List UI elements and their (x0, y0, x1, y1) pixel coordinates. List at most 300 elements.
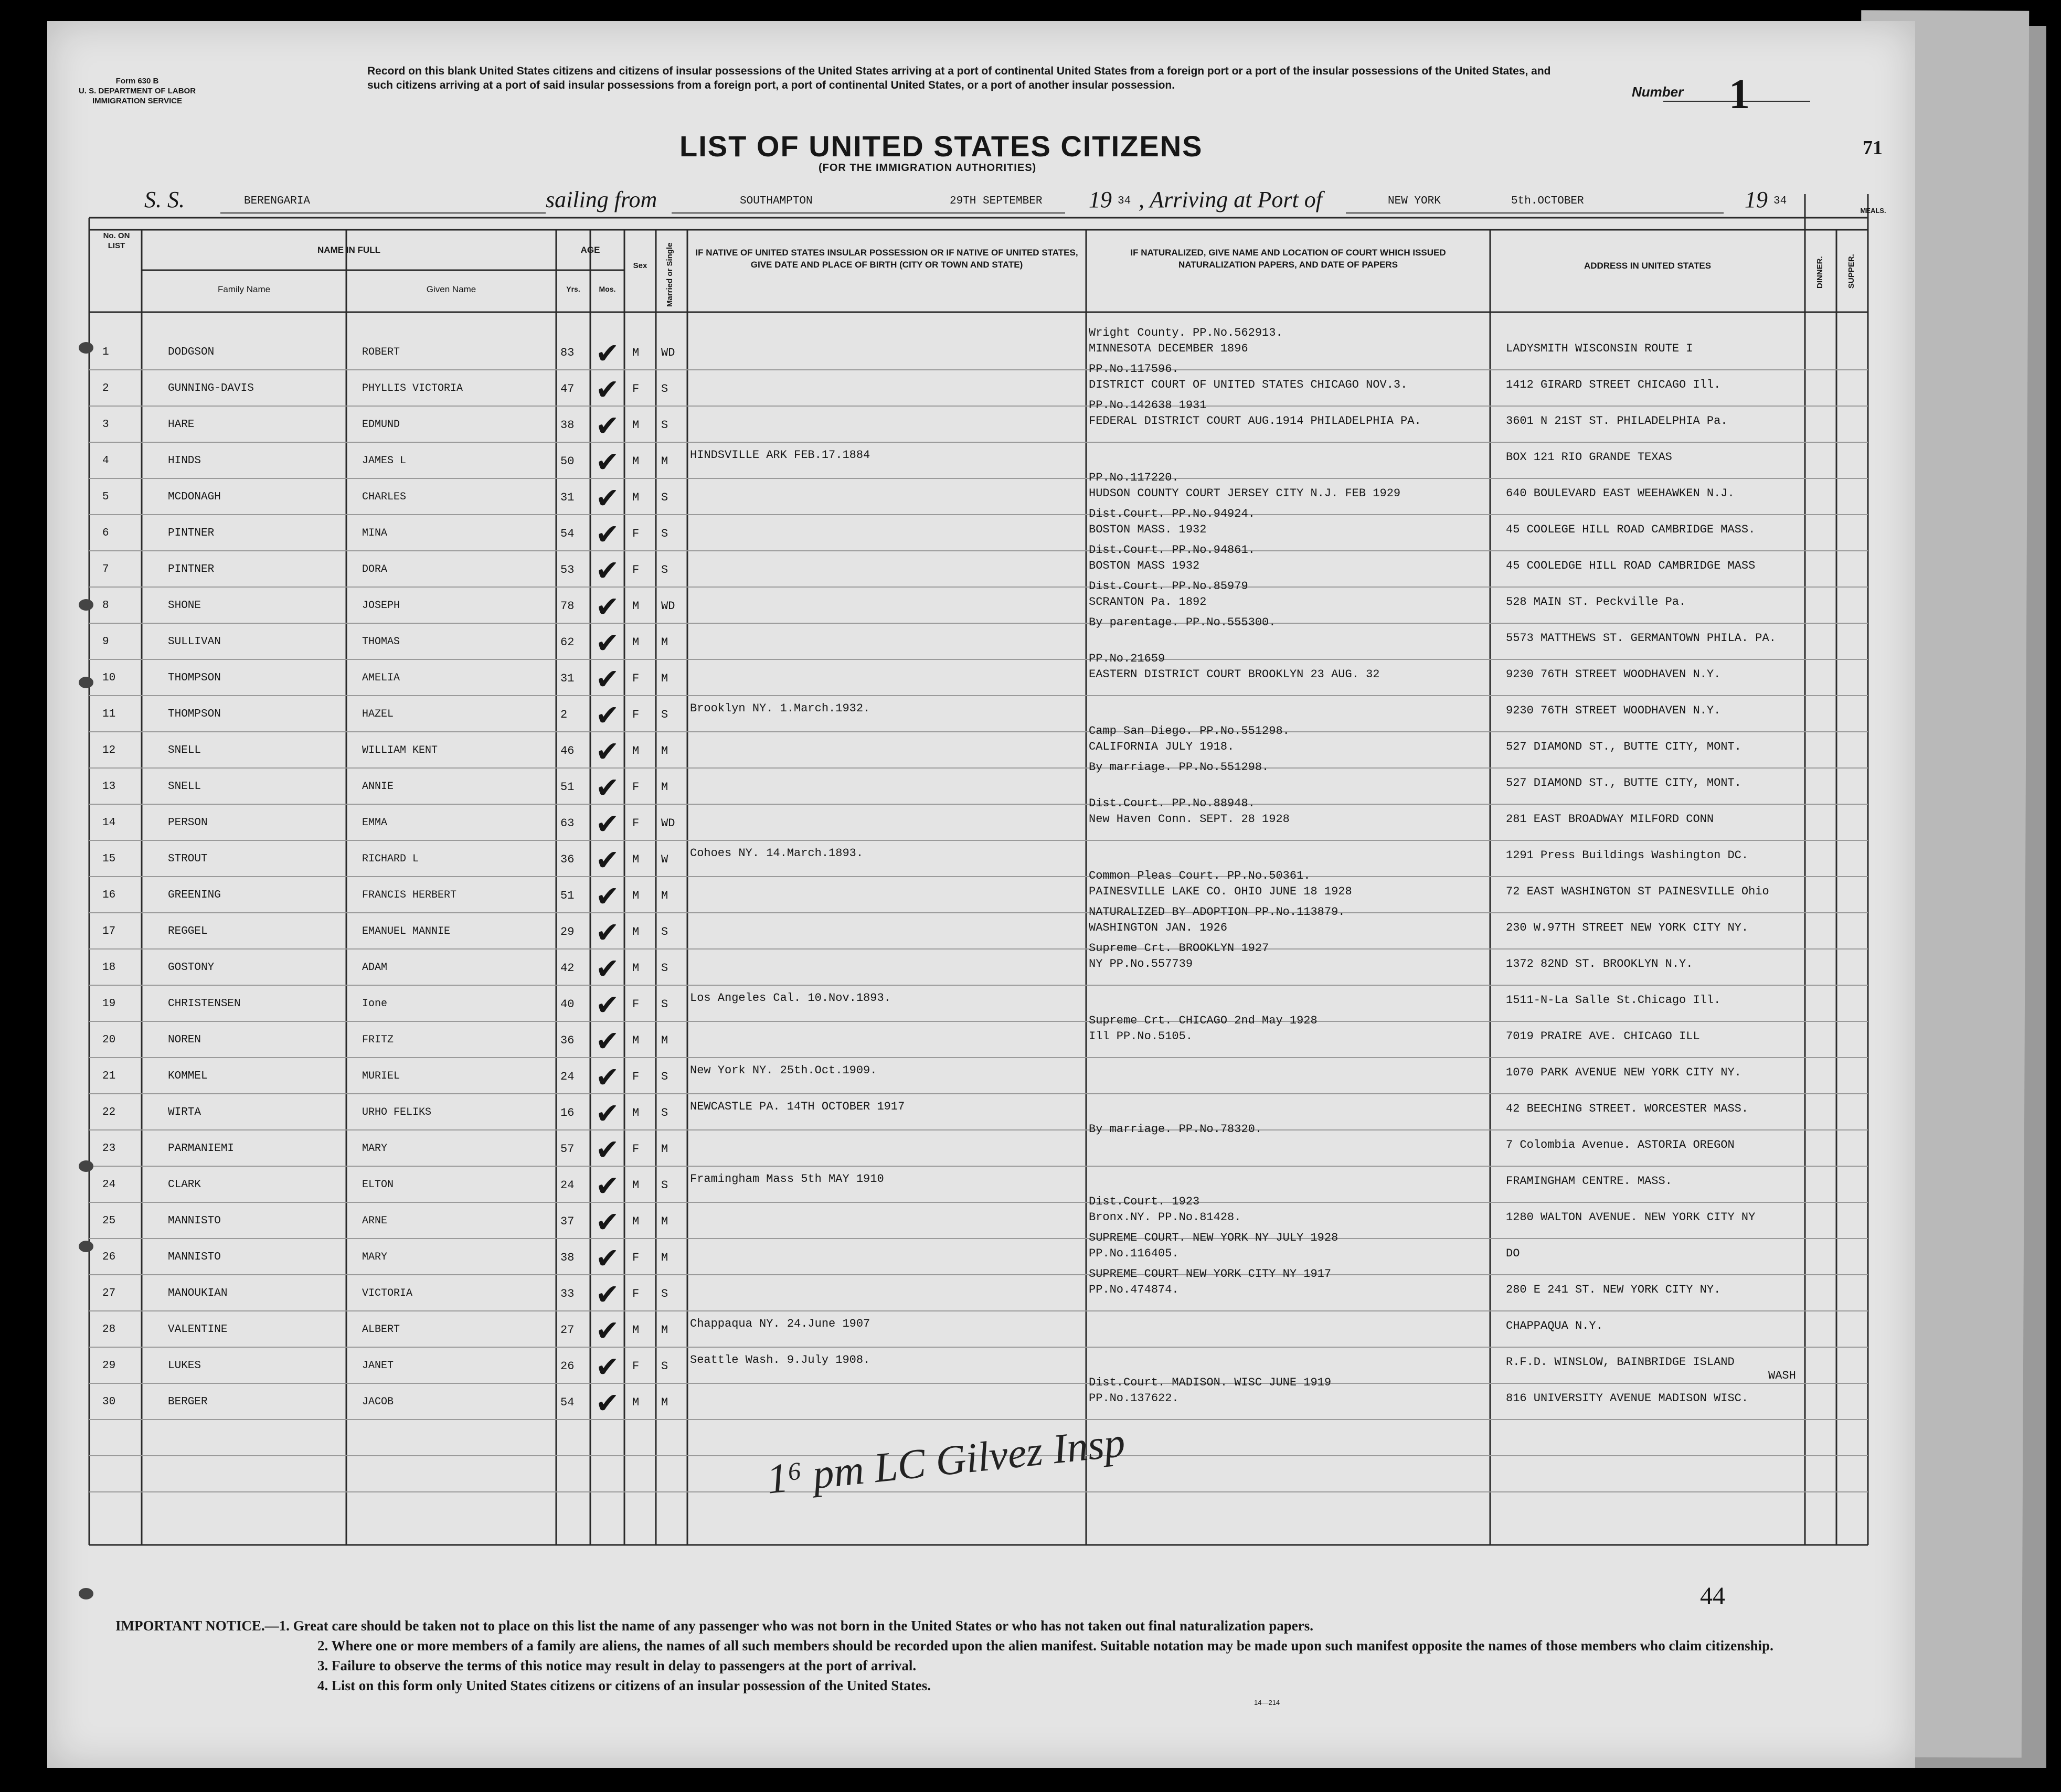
given-name: JAMES L (362, 455, 407, 467)
notice-item-3: 3. Failure to observe the terms of this notice may result in delay to passengers at the port of arrival. (317, 1658, 917, 1673)
birth-info: Framingham Mass 5th MAY 1910 (690, 1172, 884, 1186)
row-number: 10 (102, 672, 116, 684)
given-name: MARY (362, 1251, 388, 1263)
age-years: 27 (560, 1324, 575, 1337)
check-mark: ✔ (596, 554, 620, 587)
naturalization-line-1: SUPREME COURT. NEW YORK NY JULY 1928 (1089, 1231, 1338, 1244)
family-name: DODGSON (168, 346, 215, 358)
ship-name: BERENGARIA (244, 195, 311, 207)
row-number: 1 (102, 346, 109, 358)
age-years: 42 (560, 962, 575, 975)
given-name: ARNE (362, 1215, 388, 1227)
sex: M (632, 1179, 640, 1192)
notice-item-2: 2. Where one or more members of a family are aliens, the names of all such members should be recorded upon the alien manifest. Suitable notation may be made upon such manifest opposite the names of those members who claim citizenship. (317, 1638, 1773, 1654)
age-years: 33 (560, 1287, 575, 1300)
check-mark: ✔ (596, 663, 620, 696)
sex: M (632, 1106, 640, 1119)
age-years: 2 (560, 708, 568, 721)
marital-status: S (661, 1360, 668, 1373)
birth-info: NEWCASTLE PA. 14TH OCTOBER 1917 (690, 1100, 905, 1113)
check-mark: ✔ (596, 626, 620, 659)
naturalization-line-2: MINNESOTA DECEMBER 1896 (1089, 342, 1248, 355)
check-mark: ✔ (596, 880, 620, 913)
check-mark: ✔ (596, 1386, 620, 1420)
naturalization-line-1: Supreme Crt. CHICAGO 2nd May 1928 (1089, 1014, 1318, 1027)
naturalization-line-2: Bronx.NY. PP.No.81428. (1089, 1211, 1241, 1224)
age-years: 47 (560, 382, 575, 396)
address: 45 COOLEGE HILL ROAD CAMBRIDGE MASS. (1506, 523, 1756, 536)
punch-hole (79, 1160, 93, 1172)
header-no-on-list: No. ON LIST (103, 231, 130, 250)
family-name: REGGEL (168, 925, 208, 937)
naturalization-line-2: NY PP.No.557739 (1089, 957, 1193, 970)
row-number: 28 (102, 1324, 116, 1336)
naturalization-line-1: Supreme Crt. BROOKLYN 1927 (1089, 942, 1269, 955)
punch-hole (79, 1588, 93, 1599)
marital-status: S (661, 491, 668, 504)
age-years: 40 (560, 998, 575, 1011)
family-name: PINTNER (168, 527, 215, 539)
age-years: 62 (560, 636, 575, 649)
age-years: 50 (560, 455, 575, 468)
address: 5573 MATTHEWS ST. GERMANTOWN PHILA. PA. (1506, 632, 1776, 645)
marital-status: M (661, 1324, 668, 1337)
number-label: Number (1632, 84, 1684, 100)
age-years: 37 (560, 1215, 575, 1228)
naturalization-line-2: BOSTON MASS. 1932 (1089, 523, 1207, 536)
address: 9230 76TH STREET WOODHAVEN N.Y. (1506, 704, 1721, 717)
sex: M (632, 1396, 640, 1409)
family-name: GOSTONY (168, 962, 215, 974)
header-family-name: Family Name (217, 284, 271, 294)
inspector-signature: 1⁶ pm LC Gilvez Insp (764, 1419, 1128, 1503)
year-suffix-2: 34 (1773, 195, 1787, 207)
marital-status: M (661, 1251, 668, 1264)
check-mark: ✔ (596, 409, 620, 442)
address: BOX 121 RIO GRANDE TEXAS (1506, 451, 1672, 464)
row-number: 4 (102, 455, 109, 467)
check-mark: ✔ (596, 337, 620, 370)
naturalization-line-1: Wright County. PP.No.562913. (1089, 326, 1283, 339)
page-title: LIST OF UNITED STATES CITIZENS (679, 130, 1203, 163)
row-number: 12 (102, 744, 116, 756)
family-name: SHONE (168, 600, 201, 612)
sex: M (632, 346, 640, 359)
given-name: ALBERT (362, 1324, 400, 1336)
sex: M (632, 1324, 640, 1337)
sex: M (632, 1215, 640, 1228)
header-meals: MEALS. (1860, 207, 1886, 215)
row-number: 20 (102, 1034, 116, 1046)
sailing-from: SOUTHAMPTON (740, 195, 813, 207)
sex: F (632, 1287, 640, 1300)
sailing-label: sailing from (546, 187, 657, 212)
naturalization-line-1: SUPREME COURT NEW YORK CITY NY 1917 (1089, 1267, 1332, 1281)
given-name: ADAM (362, 962, 388, 974)
form-id (79, 76, 196, 106)
header-sex: Sex (633, 261, 647, 270)
age-years: 46 (560, 744, 575, 758)
sex: F (632, 817, 640, 830)
age-years: 54 (560, 1396, 575, 1409)
marital-status: M (661, 636, 668, 649)
family-name: HARE (168, 419, 195, 431)
family-name: SULLIVAN (168, 636, 221, 648)
family-name: CHRISTENSEN (168, 998, 241, 1010)
marital-status: S (661, 708, 668, 721)
birth-info: Los Angeles Cal. 10.Nov.1893. (690, 991, 891, 1005)
marital-status: S (661, 925, 668, 938)
arrival-date: 5th.OCTOBER (1511, 195, 1584, 207)
check-mark: ✔ (596, 1133, 620, 1166)
naturalization-line-2: PAINESVILLE LAKE CO. OHIO JUNE 18 1928 (1089, 885, 1352, 898)
address: 280 E 241 ST. NEW YORK CITY NY. (1506, 1283, 1721, 1296)
check-mark: ✔ (596, 1169, 620, 1202)
row-number: 21 (102, 1070, 116, 1082)
family-name: GREENING (168, 889, 221, 901)
sex: F (632, 1070, 640, 1083)
sex: F (632, 527, 640, 540)
family-name: BERGER (168, 1396, 208, 1408)
family-name: PINTNER (168, 563, 215, 575)
sex: M (632, 925, 640, 938)
address: 72 EAST WASHINGTON ST PAINESVILLE Ohio (1506, 885, 1769, 898)
family-name: LUKES (168, 1360, 201, 1372)
address: 281 EAST BROADWAY MILFORD CONN (1506, 813, 1714, 826)
age-years: 31 (560, 491, 575, 504)
check-mark: ✔ (596, 1242, 620, 1275)
sex: M (632, 853, 640, 866)
ss-label: S. S. (144, 187, 185, 212)
sex: F (632, 672, 640, 685)
check-mark: ✔ (596, 1350, 620, 1383)
family-name: CLARK (168, 1179, 201, 1191)
naturalization-line-2: BOSTON MASS 1932 (1089, 559, 1200, 572)
port-underline (1346, 212, 1724, 214)
row-number: 6 (102, 527, 109, 539)
naturalization-line-1: Dist.Court. MADISON. WISC JUNE 1919 (1089, 1376, 1332, 1389)
header-married: Married or Single (665, 242, 674, 307)
birth-info: Brooklyn NY. 1.March.1932. (690, 702, 870, 715)
check-mark: ✔ (596, 1061, 620, 1094)
naturalization-line-1: Dist.Court. PP.No.88948. (1089, 797, 1255, 810)
address: 1372 82ND ST. BROOKLYN N.Y. (1506, 957, 1693, 970)
given-name: ROBERT (362, 346, 400, 358)
age-years: 16 (560, 1106, 575, 1119)
marital-status: S (661, 962, 668, 975)
given-name: ANNIE (362, 781, 394, 793)
sex: M (632, 889, 640, 902)
address: 1280 WALTON AVENUE. NEW YORK CITY NY (1506, 1211, 1756, 1224)
age-years: 51 (560, 781, 575, 794)
marital-status: WD (661, 600, 675, 613)
age-years: 31 (560, 672, 575, 685)
marital-status: W (661, 853, 668, 866)
address: 527 DIAMOND ST., BUTTE CITY, MONT. (1506, 740, 1741, 753)
check-mark: ✔ (596, 735, 620, 768)
sex: M (632, 962, 640, 975)
check-mark: ✔ (596, 844, 620, 877)
check-mark: ✔ (596, 771, 620, 804)
row-number: 25 (102, 1215, 116, 1227)
given-name: FRANCIS HERBERT (362, 889, 457, 901)
row-number: 27 (102, 1287, 116, 1299)
birth-info: HINDSVILLE ARK FEB.17.1884 (690, 449, 870, 462)
notice-heading: IMPORTANT NOTICE. (115, 1618, 265, 1634)
sex: F (632, 1251, 640, 1264)
row-number: 18 (102, 962, 116, 974)
sex: F (632, 382, 640, 396)
sex: F (632, 781, 640, 794)
row-number: 9 (102, 636, 109, 648)
check-mark: ✔ (596, 1097, 620, 1130)
address: 42 BEECHING STREET. WORCESTER MASS. (1506, 1102, 1749, 1115)
address: 1511-N-La Salle St.Chicago Ill. (1506, 994, 1721, 1007)
naturalization-line-1: By marriage. PP.No.78320. (1089, 1123, 1262, 1136)
row-number: 26 (102, 1251, 116, 1263)
sex: F (632, 998, 640, 1011)
row-number: 19 (102, 998, 116, 1010)
marital-status: S (661, 419, 668, 432)
address: 7 Colombia Avenue. ASTORIA OREGON (1506, 1138, 1735, 1151)
marital-status: S (661, 1287, 668, 1300)
naturalization-line-2: FEDERAL DISTRICT COURT AUG.1914 PHILADELPHIA PA. (1089, 414, 1421, 428)
row-number: 30 (102, 1396, 116, 1408)
address: 1412 GIRARD STREET CHICAGO Ill. (1506, 378, 1721, 391)
check-mark: ✔ (596, 699, 620, 732)
given-name: MINA (362, 527, 388, 539)
family-name: PARMANIEMI (168, 1143, 235, 1155)
family-name: MANOUKIAN (168, 1287, 228, 1299)
check-mark: ✔ (596, 807, 620, 840)
given-name: AMELIA (362, 672, 400, 684)
year-prefix-2: 19 (1745, 187, 1768, 212)
side-number: 71 (1863, 137, 1883, 159)
age-years: 54 (560, 527, 575, 540)
given-name: VICTORIA (362, 1287, 413, 1299)
notice-item-4: 4. List on this form only United States citizens or citizens of an insular possession of the United States. (317, 1678, 931, 1693)
naturalization-line-2: Ill PP.No.5105. (1089, 1030, 1193, 1043)
form-code: 14—214 (1254, 1699, 1280, 1706)
marital-status: M (661, 744, 668, 758)
row-number: 5 (102, 491, 109, 503)
address: 1291 Press Buildings Washington DC. (1506, 849, 1749, 862)
given-name: RICHARD L (362, 853, 419, 865)
marital-status: S (661, 1106, 668, 1119)
marital-status: M (661, 1396, 668, 1409)
punch-hole (79, 677, 93, 688)
sex: M (632, 636, 640, 649)
family-name: STROUT (168, 853, 208, 865)
naturalization-line-2: New Haven Conn. SEPT. 28 1928 (1089, 813, 1290, 826)
check-mark: ✔ (596, 1314, 620, 1347)
sex: M (632, 455, 640, 468)
age-years: 83 (560, 346, 575, 359)
marital-status: S (661, 527, 668, 540)
marital-status: M (661, 1034, 668, 1047)
naturalization-line-2: DISTRICT COURT OF UNITED STATES CHICAGO NOV.3. (1089, 378, 1408, 391)
header-name-in-full: NAME IN FULL (317, 245, 380, 255)
manifest-page (47, 21, 1915, 1768)
given-name: URHO FELIKS (362, 1106, 432, 1118)
age-years: 38 (560, 1251, 575, 1264)
address: 816 UNIVERSITY AVENUE MADISON WISC. (1506, 1392, 1749, 1405)
sex: M (632, 491, 640, 504)
family-name: NOREN (168, 1034, 201, 1046)
address-line-2: WASH (1768, 1369, 1796, 1382)
age-years: 78 (560, 600, 575, 613)
address: 7019 PRAIRE AVE. CHICAGO ILL (1506, 1030, 1700, 1043)
marital-status: WD (661, 346, 675, 359)
naturalization-line-2: WASHINGTON JAN. 1926 (1089, 921, 1228, 934)
naturalization-line-1: PP.No.142638 1931 (1089, 399, 1207, 412)
birth-info: Cohoes NY. 14.March.1893. (690, 847, 864, 860)
check-mark: ✔ (596, 952, 620, 985)
list-number: 1 (1729, 71, 1750, 118)
check-mark: ✔ (596, 1278, 620, 1311)
naturalization-line-2: CALIFORNIA JULY 1918. (1089, 740, 1235, 753)
notice-item-1: —1. Great care should be taken not to place on this list the name of any passenger who was not born in the United States or who has not taken out final naturalization papers. (264, 1618, 1313, 1634)
row-number: 8 (102, 600, 109, 612)
naturalization-line-1: Common Pleas Court. PP.No.50361. (1089, 869, 1311, 882)
naturalization-line-1: Dist.Court. PP.No.94924. (1089, 507, 1255, 520)
sex: M (632, 744, 640, 758)
family-name: SNELL (168, 781, 201, 793)
age-years: 57 (560, 1143, 575, 1156)
important-notice (115, 1616, 1847, 1695)
header-native: IF NATIVE OF UNITED STATES INSULAR POSSESSION OR IF NATIVE OF UNITED STATES, GIVE DATE AND PLACE OF BIRTH (CITY OR TOWN AND STATE) (695, 248, 1078, 270)
given-name: HAZEL (362, 708, 394, 720)
family-name: VALENTINE (168, 1324, 228, 1336)
naturalization-line-1: PP.No.117220. (1089, 471, 1179, 484)
sex: F (632, 1360, 640, 1373)
marital-status: M (661, 889, 668, 902)
address: LADYSMITH WISCONSIN ROUTE I (1506, 342, 1693, 355)
given-name: CHARLES (362, 491, 407, 503)
address: CHAPPAQUA N.Y. (1506, 1319, 1603, 1332)
address: 527 DIAMOND ST., BUTTE CITY, MONT. (1506, 776, 1741, 790)
birth-info: New York NY. 25th.Oct.1909. (690, 1064, 877, 1077)
row-number: 2 (102, 382, 109, 394)
depart-date: 29TH SEPTEMBER (950, 195, 1043, 207)
naturalization-line-1: By parentage. PP.No.555300. (1089, 616, 1276, 629)
check-mark: ✔ (596, 988, 620, 1021)
year-prefix: 19 (1089, 187, 1112, 212)
form-service: IMMIGRATION SERVICE (92, 97, 183, 105)
naturalization-line-2: PP.No.474874. (1089, 1283, 1179, 1296)
sex: M (632, 419, 640, 432)
family-name: THOMPSON (168, 708, 221, 720)
row-number: 3 (102, 419, 109, 431)
given-name: ELTON (362, 1179, 394, 1191)
given-name: MARY (362, 1143, 388, 1155)
sex: M (632, 600, 640, 613)
row-number: 7 (102, 563, 109, 575)
address: 230 W.97TH STREET NEW YORK CITY NY. (1506, 921, 1749, 934)
row-number: 29 (102, 1360, 116, 1372)
given-name: EMANUEL MANNIE (362, 925, 451, 937)
naturalization-line-1: PP.No.21659 (1089, 652, 1165, 665)
naturalization-line-1: Dist.Court. 1923 (1089, 1195, 1200, 1208)
row-number: 11 (102, 708, 116, 720)
naturalization-line-1: NATURALIZED BY ADOPTION PP.No.113879. (1089, 905, 1345, 919)
naturalization-line-2: EASTERN DISTRICT COURT BROOKLYN 23 AUG. 32 (1089, 668, 1380, 681)
given-name: WILLIAM KENT (362, 744, 438, 756)
birth-info: Seattle Wash. 9.July 1908. (690, 1353, 870, 1367)
naturalization-line-1: Dist.Court. PP.No.85979 (1089, 580, 1248, 593)
age-years: 51 (560, 889, 575, 902)
marital-status: S (661, 998, 668, 1011)
marital-status: S (661, 1179, 668, 1192)
address: FRAMINGHAM CENTRE. MASS. (1506, 1175, 1672, 1188)
row-number: 22 (102, 1106, 116, 1118)
marital-status: M (661, 455, 668, 468)
age-years: 36 (560, 853, 575, 866)
row-number: 14 (102, 817, 116, 829)
family-name: MCDONAGH (168, 491, 221, 503)
given-name: EDMUND (362, 419, 400, 431)
sex: F (632, 563, 640, 577)
given-name: JOSEPH (362, 600, 400, 612)
year-suffix: 34 (1118, 195, 1131, 207)
from-underline (672, 212, 1065, 214)
sex: F (632, 708, 640, 721)
address: 528 MAIN ST. Peckville Pa. (1506, 595, 1686, 609)
form-department: U. S. DEPARTMENT OF LABOR (79, 87, 196, 95)
address: R.F.D. WINSLOW, BAINBRIDGE ISLAND (1506, 1356, 1735, 1369)
given-name: DORA (362, 563, 388, 575)
address: DO (1506, 1247, 1520, 1260)
marital-status: M (661, 1215, 668, 1228)
marital-status: M (661, 1143, 668, 1156)
family-name: KOMMEL (168, 1070, 208, 1082)
naturalization-line-2: SCRANTON Pa. 1892 (1089, 595, 1207, 609)
header-dinner: DINNER. (1815, 256, 1824, 289)
page-subtitle: (FOR THE IMMIGRATION AUTHORITIES) (819, 162, 1037, 174)
family-name: SNELL (168, 744, 201, 756)
check-mark: ✔ (596, 1206, 620, 1239)
age-years: 24 (560, 1070, 575, 1083)
check-mark: ✔ (596, 1025, 620, 1058)
address: 45 COOLEDGE HILL ROAD CAMBRIDGE MASS (1506, 559, 1756, 572)
given-name: JACOB (362, 1396, 394, 1408)
marital-status: WD (661, 817, 675, 830)
row-number: 17 (102, 925, 116, 937)
age-years: 53 (560, 563, 575, 577)
age-years: 38 (560, 419, 575, 432)
row-number: 16 (102, 889, 116, 901)
given-name: Ione (362, 998, 388, 1010)
header-age: AGE (580, 245, 600, 255)
header-supper: SUPPER. (1847, 254, 1856, 289)
marital-status: S (661, 563, 668, 577)
naturalization-line-1: By marriage. PP.No.551298. (1089, 761, 1269, 774)
page-number: 44 (1700, 1582, 1725, 1610)
age-years: 24 (560, 1179, 575, 1192)
given-name: EMMA (362, 817, 388, 829)
sex: M (632, 1034, 640, 1047)
check-mark: ✔ (596, 590, 620, 623)
age-years: 36 (560, 1034, 575, 1047)
marital-status: M (661, 781, 668, 794)
arrival-port: NEW YORK (1388, 195, 1441, 207)
row-number: 23 (102, 1143, 116, 1155)
given-name: MURIEL (362, 1070, 400, 1082)
address: 1070 PARK AVENUE NEW YORK CITY NY. (1506, 1066, 1741, 1079)
naturalization-line-2: PP.No.137622. (1089, 1392, 1179, 1405)
age-years: 26 (560, 1360, 575, 1373)
family-name: GUNNING-DAVIS (168, 382, 254, 394)
